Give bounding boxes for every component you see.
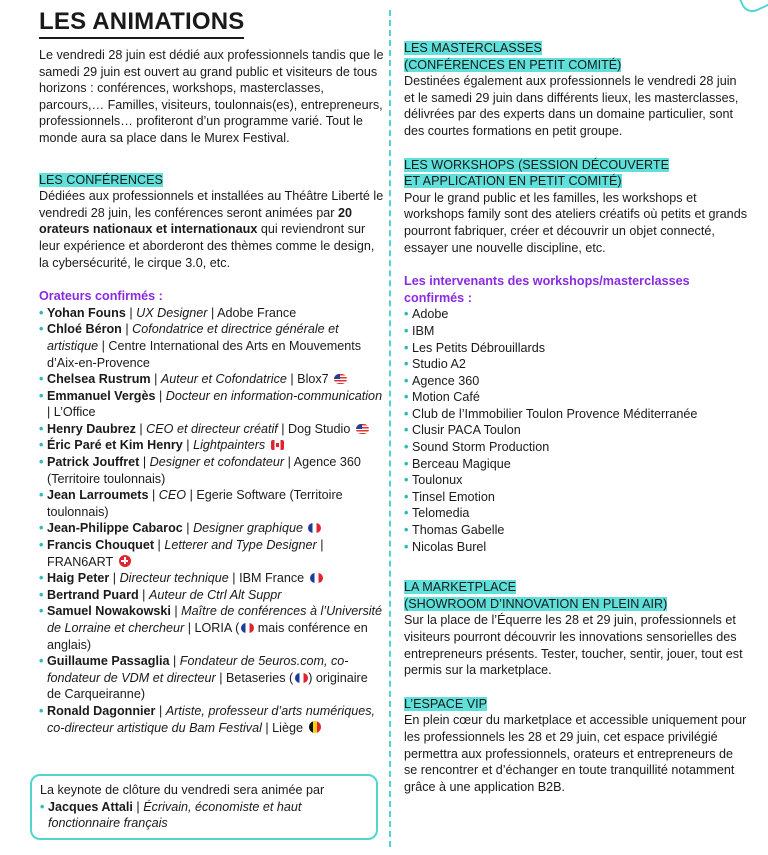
speaker-item: • Samuel Nowakowski | Maître de conférences à l’Université de Lorraine et chercheur | LORIA ( mais conférence en anglais) bbox=[39, 603, 384, 653]
intervenant-item: • Toulonux bbox=[404, 472, 749, 489]
speaker-org: Centre International des Arts en Mouvements d’Aix-en-Provence bbox=[47, 338, 362, 370]
vip-heading: L’ESPACE VIP bbox=[404, 696, 488, 711]
speaker-org: Adobe France bbox=[217, 305, 297, 320]
column-divider bbox=[389, 10, 391, 847]
intervenant-item: • Motion Café bbox=[404, 389, 749, 406]
intervenant-item: • IBM bbox=[404, 323, 749, 340]
speaker-role: Designer et cofondateur bbox=[149, 455, 285, 470]
marketplace-text: Sur la place de l’Équerre les 28 et 29 juin, professionnels et visiteurs pourront découvrir les innovations sensorielles des entrepreneurs présents. Tester, toucher, sentir, jouer, tout est permis sur la marketplace. bbox=[404, 613, 743, 678]
speaker-org: Egerie Software (Territoire toulonnais) bbox=[47, 488, 343, 519]
conferences-heading: LES CONFÉRENCES bbox=[39, 172, 163, 187]
speaker-item: • Jean-Philippe Cabaroc | Designer graphique bbox=[39, 520, 384, 537]
speaker-item: • Chelsea Rustrum | Auteur et Cofondatrice | Blox7 bbox=[39, 371, 384, 388]
workshops-text: Pour le grand public et les familles, les workshops et workshops family sont des ateliers créatifs où petits et grands pourront fabriquer, créer et découvrir un objet connecté, essayer une nouvelle discipline, etc. bbox=[404, 190, 747, 255]
intro-text: Le vendredi 28 juin est dédié aux professionnels tandis que le samedi 29 juin est ouvert au grand public et visiteurs de tous horizons : conférences, workshops, masterclasses, parcours,… Familles, visiteurs, toulonnais(es), entrepreneurs, professionnels… profiteront d’un programme varié. Tout le monde aura sa place dans le Murex Festival. bbox=[39, 48, 384, 145]
flag-be-icon bbox=[309, 721, 321, 733]
speaker-role: Directeur technique bbox=[119, 571, 229, 586]
speaker-role: Auteur de Ctrl Alt Suppr bbox=[148, 587, 282, 602]
intervenant-item: • Thomas Gabelle bbox=[404, 522, 749, 539]
closing-keynote-box bbox=[30, 774, 378, 840]
speaker-item: • Yohan Founs | UX Designer | Adobe France bbox=[39, 305, 384, 322]
speaker-item: • Francis Chouquet | Letterer and Type Designer | FRAN6ART bbox=[39, 537, 384, 570]
speaker-role: Maître de conférences à l’Université de Lorraine et chercheur bbox=[47, 604, 383, 635]
conferences-text: Dédiées aux professionnels et installées au Théâtre Liberté le vendredi 28 juin, les conférences seront animées par 20 orateurs nationaux et internationaux qui reviendront sur leur expérience et aborderont des thèmes comme le design, la cybersécurité, le cirque 3.0, etc. bbox=[39, 189, 384, 270]
speaker-role: CEO et directeur créatif bbox=[146, 421, 278, 436]
speaker-name: Jean Larroumets bbox=[47, 488, 149, 503]
intervenant-item: • Adobe bbox=[404, 306, 749, 323]
intervenant-item: • Berceau Magique bbox=[404, 456, 749, 473]
speaker-role: Designer graphique bbox=[193, 521, 303, 536]
speaker-org: L’Office bbox=[53, 405, 96, 420]
flag-fr-icon bbox=[308, 523, 321, 533]
speaker-name: Chloé Béron bbox=[47, 322, 122, 337]
masterclasses-heading: LES MASTERCLASSES (CONFÉRENCES EN PETIT COMITÉ) bbox=[404, 41, 622, 72]
speaker-role: Auteur et Cofondatrice bbox=[160, 372, 287, 387]
speaker-item: • Guillaume Passaglia | Fondateur de 5euros.com, co-fondateur de VDM et directeur | Betaseries ( ) originaire de Carqueiranne) bbox=[39, 653, 384, 703]
intervenant-item: • Nicolas Burel bbox=[404, 539, 749, 556]
speaker-name: Patrick Jouffret bbox=[47, 455, 140, 470]
flag-ca-icon bbox=[271, 440, 284, 450]
intervenant-item: • Telomedia bbox=[404, 505, 749, 522]
speaker-org: IBM France bbox=[239, 571, 305, 586]
speaker-name: Chelsea Rustrum bbox=[47, 372, 151, 387]
vip-text: En plein cœur du marketplace et accessible uniquement pour les professionnels les 28 et 29 juin, cet espace privilégié permettra aux professionnels, orateurs et entrepreneurs de se rencontrer et d’échanger en toute tranquillité notamment grâce à une application B2B. bbox=[404, 713, 747, 794]
speaker-name: Bertrand Puard bbox=[47, 587, 139, 602]
intervenants-heading: Les intervenants des workshops/masterclasses confirmés : bbox=[404, 274, 690, 305]
workshops-heading: LES WORKSHOPS (SESSION DÉCOUVERTE ET APPLICATION EN PETIT COMITÉ) bbox=[404, 157, 669, 189]
intervenant-item: • Studio A2 bbox=[404, 356, 749, 373]
speaker-item: • Henry Daubrez | CEO et directeur créatif | Dog Studio bbox=[39, 421, 384, 438]
speaker-org: Agence 360 (Territoire toulonnais) bbox=[47, 455, 361, 486]
speaker-role: Fondateur de 5euros.com, co-fondateur de VDM et directeur bbox=[47, 654, 349, 685]
intervenant-item: • Tinsel Emotion bbox=[404, 489, 749, 506]
speaker-name: Ronald Dagonnier bbox=[47, 703, 156, 718]
flag-fr-icon bbox=[295, 673, 308, 683]
flag-us-icon bbox=[356, 424, 369, 434]
speaker-item: • Haig Peter | Directeur technique | IBM France bbox=[39, 570, 384, 587]
speaker-role: UX Designer bbox=[136, 305, 208, 320]
intervenant-item: • Clusir PACA Toulon bbox=[404, 422, 749, 439]
speaker-role: Docteur en information-communication bbox=[165, 388, 383, 403]
speaker-role: Cofondatrice et directrice générale et artistique bbox=[47, 322, 339, 353]
left-column bbox=[39, 0, 384, 736]
speakers-list bbox=[39, 305, 384, 736]
speaker-name: Guillaume Passaglia bbox=[47, 654, 170, 669]
flag-ch-icon bbox=[119, 555, 131, 567]
intervenant-item: • Sound Storm Production bbox=[404, 439, 749, 456]
speaker-org-note: mais conférence en anglais) bbox=[47, 621, 368, 652]
speaker-org: FRAN6ART bbox=[47, 554, 114, 569]
speaker-org: Dog Studio bbox=[288, 421, 351, 436]
speaker-name: Samuel Nowakowski bbox=[47, 604, 171, 619]
speaker-item: • Chloé Béron | Cofondatrice et directrice générale et artistique | Centre International des Arts en Mouvements d’Aix-en-Provence bbox=[39, 321, 384, 371]
speaker-name: Jean-Philippe Cabaroc bbox=[47, 521, 183, 536]
intervenant-item: • Agence 360 bbox=[404, 373, 749, 390]
speaker-name: Haig Peter bbox=[47, 571, 110, 586]
speaker-role: Lightpainters bbox=[193, 438, 266, 453]
speaker-name: Éric Paré et Kim Henry bbox=[47, 438, 183, 453]
speaker-name: Henry Daubrez bbox=[47, 421, 136, 436]
speaker-org-note: ) originaire de Carqueiranne) bbox=[47, 670, 368, 702]
speaker-org: Liège bbox=[272, 720, 303, 735]
flag-us-icon bbox=[334, 374, 347, 384]
intervenant-item: • Les Petits Débrouillards bbox=[404, 340, 749, 357]
speaker-name: Yohan Founs bbox=[47, 305, 126, 320]
speaker-item: • Bertrand Puard | Auteur de Ctrl Alt Suppr bbox=[39, 587, 384, 604]
speaker-name: Francis Chouquet bbox=[47, 538, 155, 553]
flag-fr-icon bbox=[241, 623, 254, 633]
speaker-org: Betaseries ( bbox=[226, 670, 294, 685]
masterclasses-text: Destinées également aux professionnels le vendredi 28 juin et le samedi 29 juin dans différents lieux, les masterclasses, délivrées par des experts dans un domaine particulier, sont des courtes formations en petit groupe. bbox=[404, 74, 739, 138]
intervenants-list bbox=[404, 306, 749, 555]
speaker-item: • Jean Larroumets | CEO | Egerie Software (Territoire toulonnais) bbox=[39, 487, 384, 520]
page-title: LES ANIMATIONS bbox=[39, 8, 244, 39]
intervenant-item: • Club de l’Immobilier Toulon Provence Méditerranée bbox=[404, 406, 749, 423]
speaker-item: • Ronald Dagonnier | Artiste, professeur d’arts numériques, co-directeur artistique du Bam Festival | Liège bbox=[39, 703, 384, 736]
speaker-item: • Éric Paré et Kim Henry | Lightpainters bbox=[39, 437, 384, 454]
speaker-role: Letterer and Type Designer bbox=[164, 538, 317, 553]
right-column bbox=[404, 0, 749, 795]
speaker-org: LORIA ( bbox=[194, 621, 240, 635]
marketplace-heading: LA MARKETPLACE (SHOWROOM D’INNOVATION EN PLEIN AIR) bbox=[404, 580, 668, 611]
speaker-item: • Patrick Jouffret | Designer et cofondateur | Agence 360 (Territoire toulonnais) bbox=[39, 454, 384, 487]
speaker-org: Blox7 bbox=[297, 372, 329, 387]
closing-speaker: • Jacques Attali | Écrivain, économiste et haut fonctionnaire français bbox=[40, 799, 376, 832]
flag-fr-icon bbox=[310, 573, 323, 583]
speaker-name: Emmanuel Vergès bbox=[47, 388, 156, 403]
speaker-role: CEO bbox=[158, 488, 187, 503]
speaker-role: Artiste, professeur d’arts numériques, co-directeur artistique du Bam Festival bbox=[47, 703, 376, 735]
speakers-heading: Orateurs confirmés : bbox=[39, 289, 163, 304]
speaker-item: • Emmanuel Vergès | Docteur en information-communication | L’Office bbox=[39, 388, 384, 421]
closing-intro: La keynote de clôture du vendredi sera animée par bbox=[40, 783, 325, 797]
